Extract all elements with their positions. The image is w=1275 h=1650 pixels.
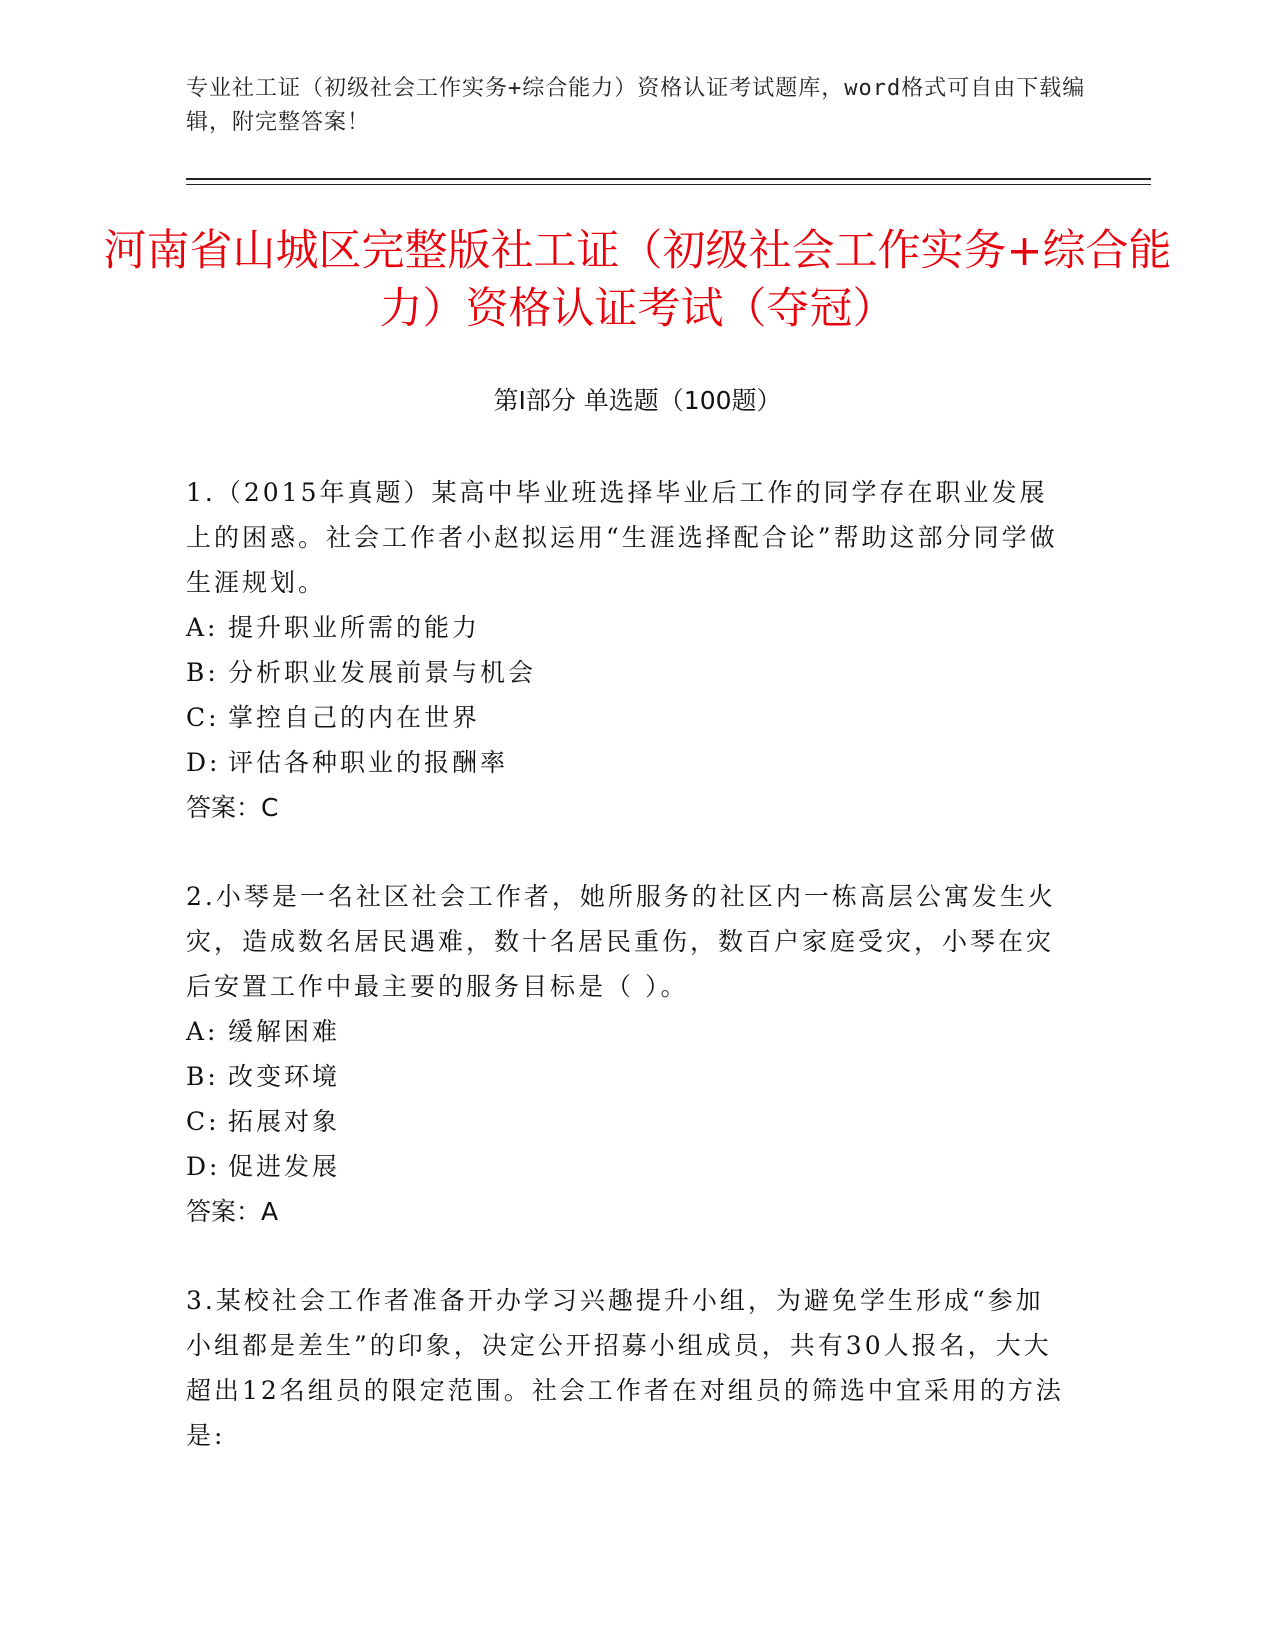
answer-line: 答案：A <box>186 1197 279 1226</box>
question-stem: 2.小琴是一名社区社会工作者，她所服务的社区内一栋高层公寓发生火灾，造成数名居民遇难，数十名居民重伤，数百户家庭受灾，小琴在灾后安置工作中最主要的服务目标是（ ）。 <box>186 882 1056 1001</box>
section-heading: 第Ⅰ部分 单选题（100题） <box>493 386 782 415</box>
question-1 <box>186 470 1066 830</box>
option-text: 掌控自己的内在世界 <box>228 703 481 732</box>
option-b <box>186 650 1066 695</box>
option-key: D: <box>186 1152 221 1181</box>
header-divider-thin <box>186 184 1151 185</box>
option-text: 促进发展 <box>228 1152 341 1181</box>
option-text: 分析职业发展前景与机会 <box>228 658 537 687</box>
option-text: 缓解困难 <box>228 1017 341 1046</box>
option-b <box>186 1054 1066 1099</box>
header-divider-thick <box>186 178 1151 180</box>
option-key: A: <box>186 613 219 642</box>
document-title: 河南省山城区完整版社工证（初级社会工作实务+综合能力）资格认证考试（夺冠） <box>103 226 1172 334</box>
question-list <box>186 470 1066 1502</box>
option-d <box>186 740 1066 785</box>
question-stem: 1.（2015年真题）某高中毕业班选择毕业后工作的同学存在职业发展上的困惑。社会工作者小赵拟运用“生涯选择配合论”帮助这部分同学做生涯规划。 <box>186 478 1058 597</box>
option-text: 提升职业所需的能力 <box>228 613 481 642</box>
header-note: 专业社工证（初级社会工作实务+综合能力）资格认证考试题库，word格式可自由下载编辑，附完整答案！ <box>186 76 1086 135</box>
option-key: C: <box>186 703 220 732</box>
option-key: D: <box>186 748 221 777</box>
option-key: A: <box>186 1017 219 1046</box>
option-key: B: <box>186 658 219 687</box>
option-a <box>186 1009 1066 1054</box>
option-key: B: <box>186 1062 219 1091</box>
answer-line: 答案：C <box>186 793 279 822</box>
option-a <box>186 605 1066 650</box>
option-text: 改变环境 <box>228 1062 341 1091</box>
option-text: 拓展对象 <box>228 1107 341 1136</box>
question-3 <box>186 1278 1066 1458</box>
option-d <box>186 1144 1066 1189</box>
option-text: 评估各种职业的报酬率 <box>228 748 509 777</box>
question-stem: 3.某校社会工作者准备开办学习兴趣提升小组，为避免学生形成“参加小组都是差生”的印象，决定公开招募小组成员，共有30人报名，大大超出12名组员的限定范围。社会工作者在对组员的筛选中宜采用的方法是: <box>186 1286 1064 1450</box>
question-2 <box>186 874 1066 1234</box>
option-c <box>186 1099 1066 1144</box>
option-c <box>186 695 1066 740</box>
option-key: C: <box>186 1107 220 1136</box>
